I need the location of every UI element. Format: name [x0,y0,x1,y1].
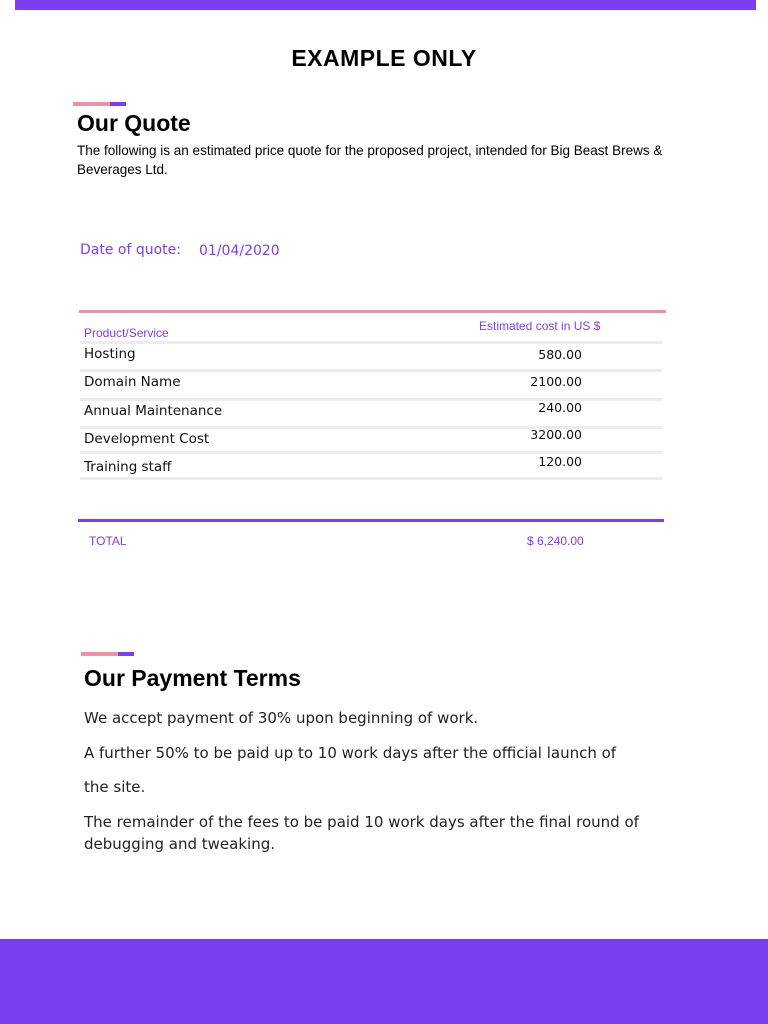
row-cost: 3200.00 [530,427,582,442]
row-product-name: Hosting [84,346,136,362]
row-cost: 580.00 [538,347,582,362]
quote-heading: Our Quote [77,110,191,136]
row-cost: 120.00 [538,454,582,469]
date-of-quote-value: 01/04/2020 [199,243,280,259]
payment-term-line: We accept payment of 30% upon beginning of work. [84,709,479,727]
column-header-cost: Estimated cost in US $ [479,319,601,333]
total-label: TOTAL [89,534,127,548]
terms-heading-accent [81,652,134,656]
table-bottom-separator [80,477,662,480]
date-of-quote-label: Date of quote: [80,242,182,258]
table-row [80,451,662,477]
total-value: $ 6,240.00 [527,534,584,548]
row-product-name: Annual Maintenance [84,403,223,419]
row-cost: 2100.00 [530,374,582,389]
table-row [80,426,662,452]
row-product-name: Domain Name [84,374,181,390]
row-cost: 240.00 [538,400,582,415]
row-product-name: Training staff [84,459,172,475]
quote-intro-text: The following is an estimated price quote for the proposed project, intended for Big Beast Brews & Beverages Ltd. [77,143,663,177]
table-row [80,341,662,367]
table-row [80,398,662,424]
payment-terms-heading: Our Payment Terms [84,665,301,691]
total-divider [78,519,664,522]
quote-heading-accent [73,102,126,106]
payment-term-line: the site. [84,778,146,796]
bottom-accent-bar [0,939,768,1024]
table-row [80,369,662,395]
payment-term-line: A further 50% to be paid up to 10 work days after the official launch of [84,744,617,762]
top-accent-bar [15,0,756,10]
row-product-name: Development Cost [84,431,210,447]
column-header-product: Product/Service [84,326,169,340]
example-watermark: EXAMPLE ONLY [291,45,477,71]
payment-term-line: The remainder of the fees to be paid 10 work days after the final round of debugging and tweaking. [84,813,639,853]
table-top-border [79,310,666,313]
